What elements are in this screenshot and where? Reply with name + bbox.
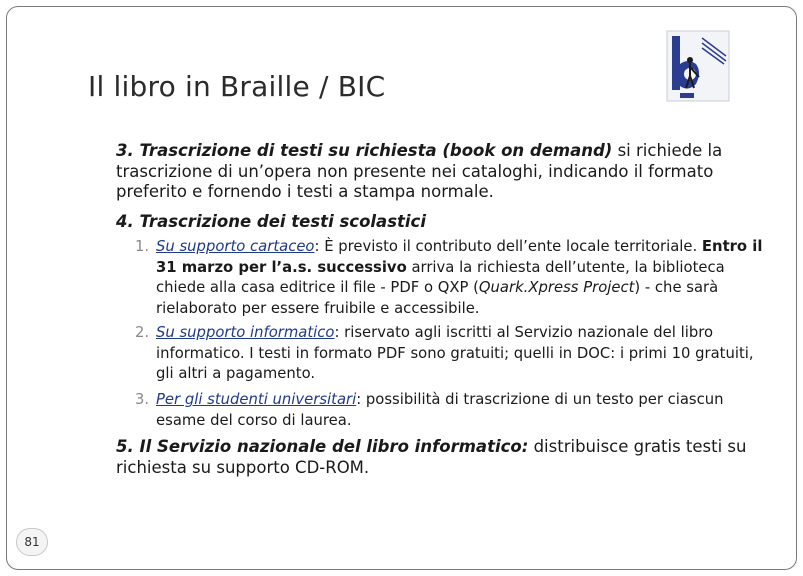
subitem-2: 2. Su supporto informatico: riservato agli iscritti al Servizio nazionale del libro informatico. I testi in formato PDF sono gratuiti; quelli in DOC: i primi 10 gratuiti, gli altri a pagamento. <box>135 324 754 383</box>
item-3: 3. Trascrizione di testi su richiesta (book on demand) si richiede la trascrizione di un’opera non presente nei cataloghi, indicando il formato preferito e fornendo i testi a stampa normale. <box>116 141 723 201</box>
subitem-1: 1. Su supporto cartaceo: È previsto il contributo dell’ente locale territoriale. Entro il 31 marzo per l’a.s. successivo arriva la richiesta dell’utente, la biblioteca chiede alla casa editrice il file - PDF o QXP (Quark.Xpress Project) - che sarà rielaborato per essere fruibile e accessibile. <box>135 238 763 318</box>
item-4: 4. Trascrizione dei testi scolastici <box>116 212 426 231</box>
subitem-3: 3. Per gli studenti universitari: possibilità di trascrizione di un testo per ciascun esame del corso di laurea. <box>135 391 724 429</box>
link-supporto-cartaceo[interactable]: Su supporto cartaceo <box>156 238 315 256</box>
link-studenti-universitari[interactable]: Per gli studenti universitari <box>156 391 357 409</box>
slide-title: Il libro in Braille / BIC <box>88 70 386 103</box>
page-number-badge: 81 <box>16 528 48 556</box>
item-5: 5. Il Servizio nazionale del libro informatico: distribuisce gratis testi su richiesta su supporto CD-ROM. <box>116 437 747 477</box>
link-supporto-informatico[interactable]: Su supporto informatico <box>156 324 335 342</box>
